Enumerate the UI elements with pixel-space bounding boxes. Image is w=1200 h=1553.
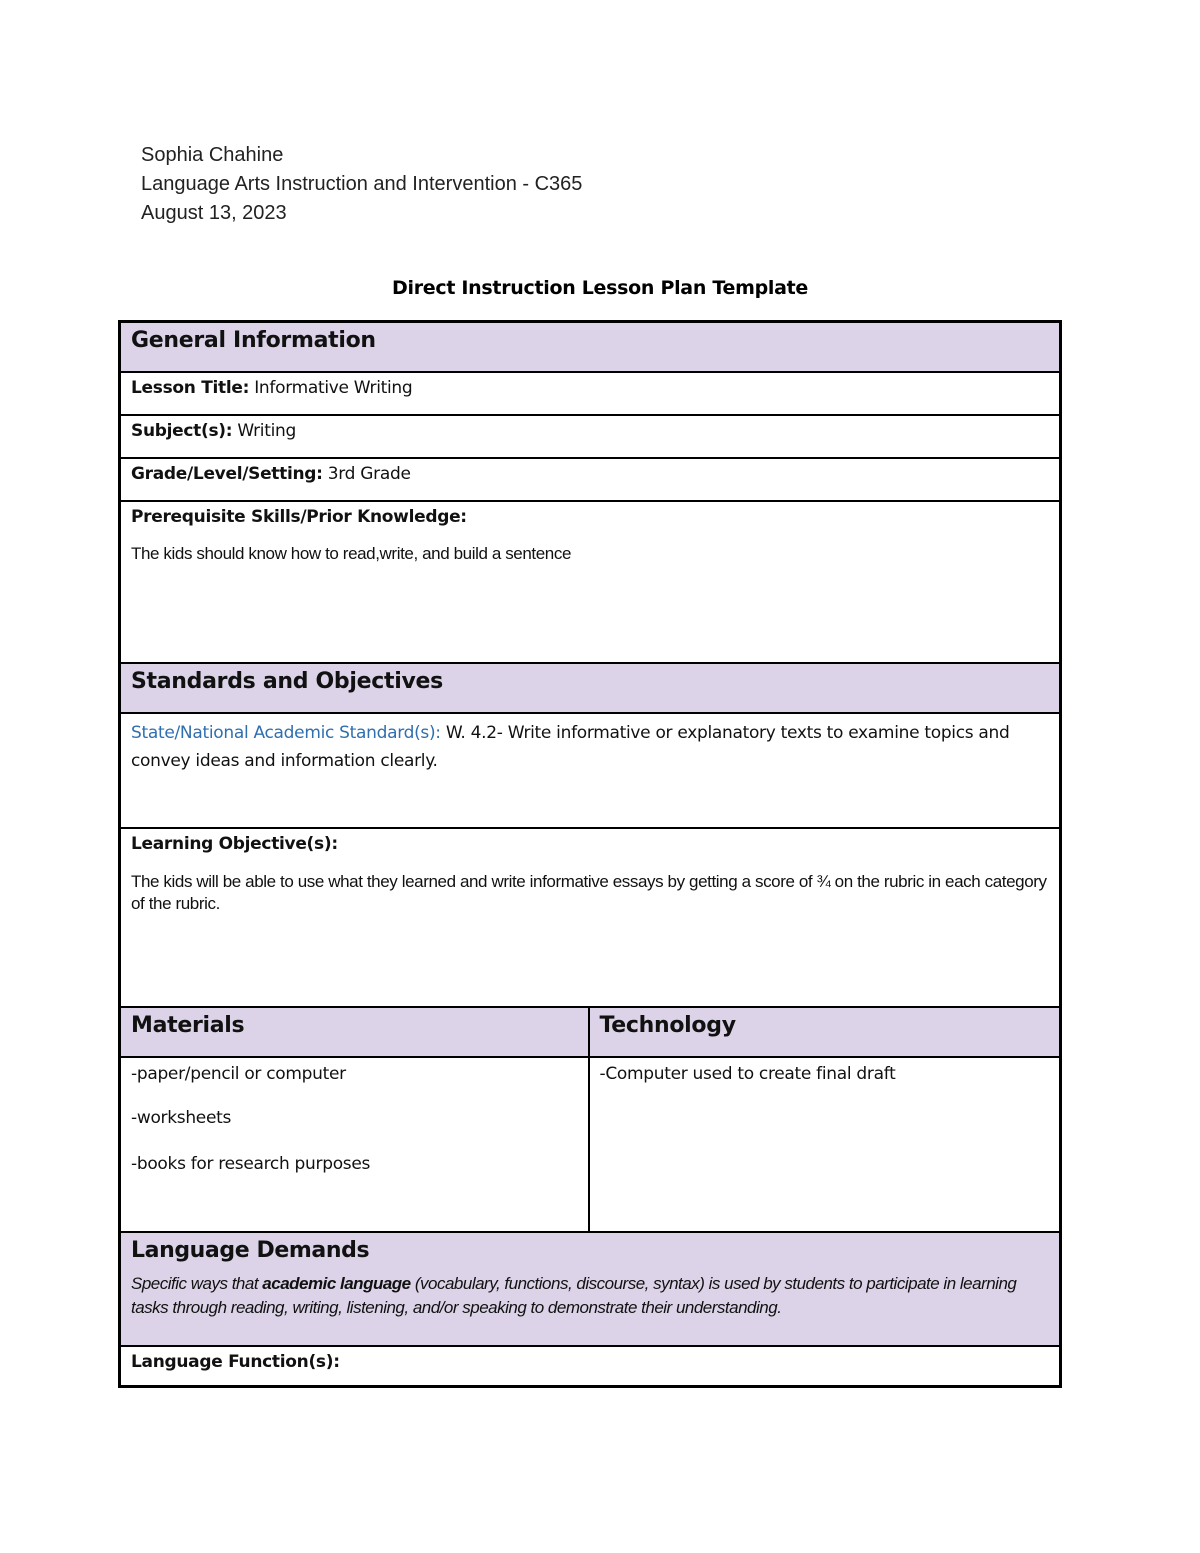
document-header <box>141 141 582 228</box>
materials-heading: Materials <box>120 1007 589 1057</box>
standard-label: State/National Academic Standard(s): <box>131 722 441 743</box>
technology-cell <box>589 1057 1061 1232</box>
document-date: August 13, 2023 <box>141 202 287 224</box>
grade-label: Grade/Level/Setting: <box>131 463 323 484</box>
language-demands-heading: Language Demands <box>131 1237 370 1263</box>
description-bold-text: academic language <box>262 1273 411 1293</box>
materials-item: -books for research purposes <box>131 1153 371 1174</box>
objective-cell <box>120 828 1061 1007</box>
description-text: (vocabulary, functions, discourse, syntax) is used by students to participate in learning tasks through reading, writing, listening, and/or speaking to demonstrate their understanding. <box>131 1273 1017 1317</box>
lesson-title-label: Lesson Title: <box>131 377 250 398</box>
standard-value: W. 4.2- Write informative or explanatory texts to examine topics and convey ideas and information clearly. <box>131 722 1010 771</box>
lesson-title-cell <box>120 372 1061 415</box>
language-function-label: Language Function(s): <box>131 1351 340 1372</box>
general-information-heading: General Information <box>120 322 1061 372</box>
lesson-title-value: Informative Writing <box>254 377 413 398</box>
objective-value: The kids will be able to use what they learned and write informative essays by getting a score of ¾ on the rubric in each category of the rubric. <box>131 871 1047 913</box>
subjects-value: Writing <box>237 420 296 441</box>
materials-item: -paper/pencil or computer <box>131 1063 346 1084</box>
objective-label: Learning Objective(s): <box>131 833 338 854</box>
materials-item: -worksheets <box>131 1107 232 1128</box>
grade-cell <box>120 458 1061 501</box>
prerequisite-label: Prerequisite Skills/Prior Knowledge: <box>131 506 467 527</box>
language-demands-cell <box>120 1232 1061 1346</box>
subjects-label: Subject(s): <box>131 420 233 441</box>
standard-cell <box>120 713 1061 828</box>
grade-value: 3rd Grade <box>327 463 411 484</box>
language-function-cell <box>120 1346 1061 1387</box>
prerequisite-value: The kids should know how to read,write, and build a sentence <box>131 543 571 563</box>
course-name: Language Arts Instruction and Intervention - C365 <box>141 173 583 195</box>
technology-heading: Technology <box>589 1007 1061 1057</box>
materials-cell <box>120 1057 589 1232</box>
lesson-plan-table <box>118 320 1062 1388</box>
technology-item: -Computer used to create final draft <box>599 1063 896 1084</box>
subjects-cell <box>120 415 1061 458</box>
language-demands-description <box>131 1272 1049 1320</box>
prerequisite-cell <box>120 501 1061 663</box>
description-text: Specific ways that <box>131 1273 263 1293</box>
standards-heading: Standards and Objectives <box>120 663 1061 713</box>
document-title: Direct Instruction Lesson Plan Template <box>392 277 808 299</box>
author-name: Sophia Chahine <box>141 144 284 166</box>
